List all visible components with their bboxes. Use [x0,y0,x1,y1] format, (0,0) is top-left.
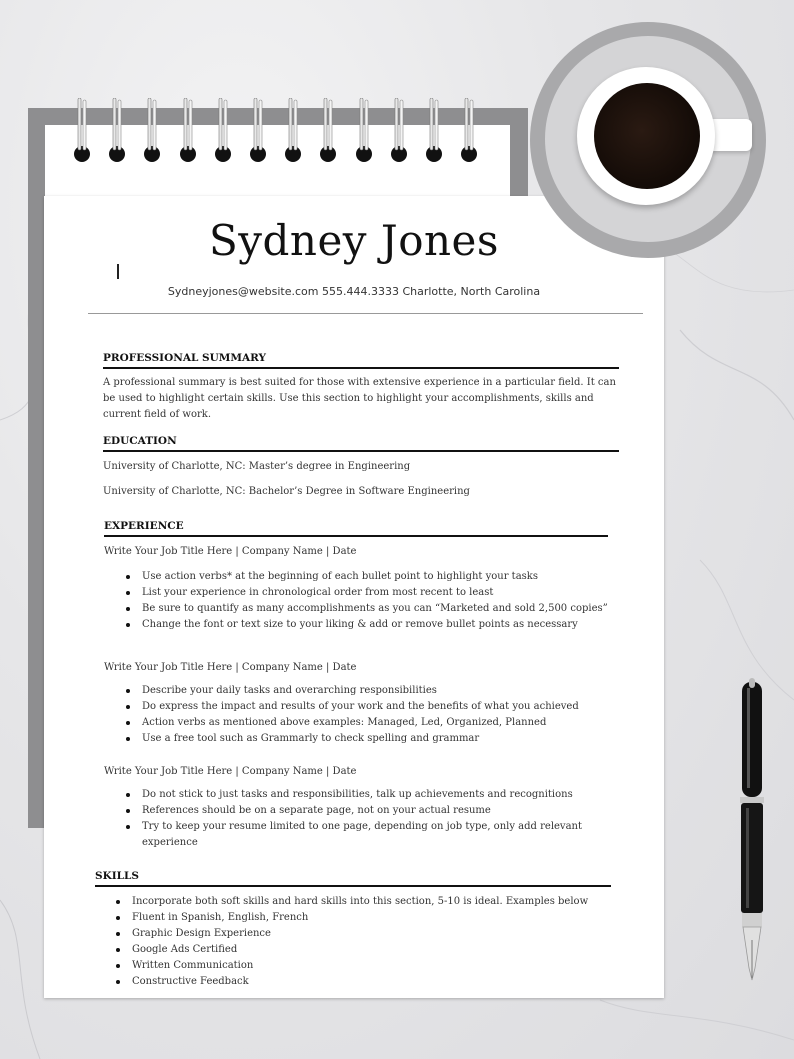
job-bullet: Be sure to quantify as many accomplishments as you can “Marketed and sold 2,500 copies” [142,601,612,617]
spiral-ring-icon [355,98,373,164]
job-bullet: Use action verbs* at the beginning of each bullet point to highlight your tasks [142,569,612,585]
job-bullet-list [124,787,612,851]
job-title: Write Your Job Title Here | Company Name | Date [104,766,357,777]
experience-heading: EXPERIENCE [104,520,608,537]
job-bullet: Action verbs as mentioned above examples: Managed, Led, Organized, Planned [142,715,622,731]
header-divider [88,313,643,314]
job-bullet: Do not stick to just tasks and responsibilities, talk up achievements and recognitions [142,787,612,803]
spiral-binding [73,98,493,166]
skill-item: Fluent in Spanish, English, French [132,910,632,926]
spiral-ring-icon [73,98,91,164]
job-bullet: Use a free tool such as Grammarly to check spelling and grammar [142,731,622,747]
spiral-ring-icon [425,98,443,164]
job-title: Write Your Job Title Here | Company Name | Date [104,662,357,673]
skill-item: Written Communication [132,958,632,974]
contact-line: Sydneyjones@website.com 555.444.3333 Charlotte, North Carolina [167,285,541,298]
job-bullet: References should be on a separate page, not on your actual resume [142,803,612,819]
spiral-ring-icon [319,98,337,164]
skills-heading: SKILLS [95,870,611,887]
job-bullet: Do express the impact and results of your work and the benefits of what you achieved [142,699,622,715]
job-bullet-list [124,683,622,747]
spiral-ring-icon [179,98,197,164]
skill-item: Google Ads Certified [132,942,632,958]
skill-item: Incorporate both soft skills and hard skills into this section, 5-10 is ideal. Examples below [132,894,632,910]
spiral-ring-icon [214,98,232,164]
text-cursor [117,264,119,279]
skills-list [114,894,632,990]
job-bullet-list [124,569,612,633]
spiral-ring-icon [108,98,126,164]
skill-item: Graphic Design Experience [132,926,632,942]
spiral-ring-icon [284,98,302,164]
education-entry: University of Charlotte, NC: Bachelor’s Degree in Software Engineering [103,486,470,497]
spiral-ring-icon [143,98,161,164]
skill-item: Constructive Feedback [132,974,632,990]
education-heading: EDUCATION [103,435,619,452]
fountain-pen-icon [735,678,769,983]
summary-heading: PROFESSIONAL SUMMARY [103,352,619,369]
job-bullet: Describe your daily tasks and overarching responsibilities [142,683,622,699]
spiral-ring-icon [460,98,478,164]
spiral-ring-icon [390,98,408,164]
job-bullet: Change the font or text size to your liking & add or remove bullet points as necessary [142,617,612,633]
job-title: Write Your Job Title Here | Company Name | Date [104,546,357,557]
job-bullet: List your experience in chronological order from most recent to least [142,585,612,601]
resume-name: Sydney Jones [209,216,499,265]
coffee [594,83,700,189]
summary-text: A professional summary is best suited for those with extensive experience in a particular field. It can be used to highlight certain skills. Use this section to highlight your accomplishments, skills and current field of work. [103,377,616,420]
spiral-ring-icon [249,98,267,164]
job-bullet: Try to keep your resume limited to one page, depending on job type, only add relevant experience [142,819,612,851]
education-entry: University of Charlotte, NC: Master’s degree in Engineering [103,461,411,472]
